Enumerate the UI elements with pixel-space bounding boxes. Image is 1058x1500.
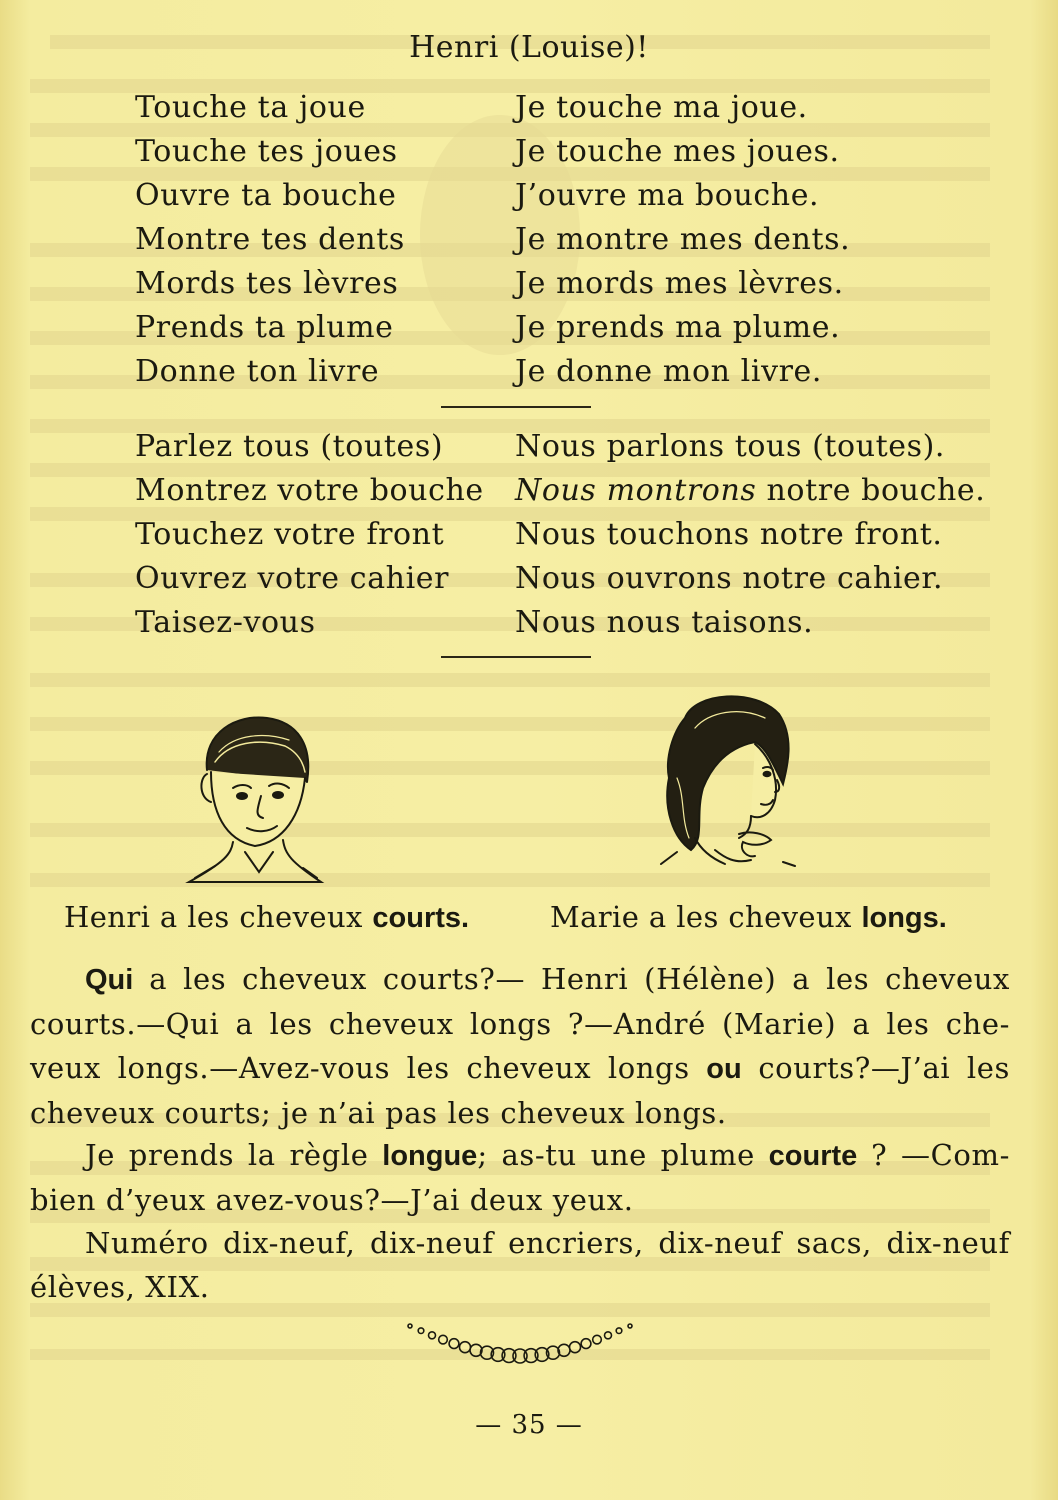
- command-text: Touchez votre front: [135, 517, 445, 552]
- answer-text: J’ouvre ma bouche.: [515, 178, 820, 213]
- answer-text: Je touche ma joue.: [515, 90, 808, 125]
- paragraph-line: courts.—Qui a les cheveux longs ?—André (Marie) a les che-: [30, 1007, 1010, 1041]
- ornament-bead: [628, 1324, 632, 1328]
- line-text: veux longs.—Avez-vous les cheveux longs: [30, 1051, 707, 1085]
- caption-marie: [550, 900, 947, 935]
- command-text: Donne ton livre: [135, 354, 380, 389]
- ornament-bead: [408, 1324, 412, 1328]
- command-text: Prends ta plume: [135, 310, 394, 345]
- command-text: Taisez-vous: [135, 605, 316, 640]
- drill-row: [135, 262, 1035, 306]
- caption-henri: [64, 900, 469, 935]
- command-text: Parlez tous (toutes): [135, 429, 444, 464]
- drill-row: [135, 469, 1035, 513]
- keyword-bold: courte: [768, 1140, 858, 1172]
- paragraph-line: Numéro dix-neuf, dix-neuf encriers, dix-neuf sacs, dix-neuf: [85, 1226, 1010, 1260]
- paragraph-line: élèves, XIX.: [30, 1270, 210, 1304]
- ornament-bead: [593, 1335, 602, 1344]
- drill-row: [135, 306, 1035, 350]
- command-text: Ouvrez votre cahier: [135, 561, 450, 596]
- command-text: Montre tes dents: [135, 222, 405, 257]
- answer-emphasis: Nous montrons: [515, 473, 757, 508]
- drill-row: [135, 601, 1035, 645]
- henri-portrait: [185, 712, 325, 890]
- answer-text: Nous ouvrons notre cahier.: [515, 561, 944, 596]
- line-text: ; as-tu une plume: [477, 1138, 769, 1172]
- answer-text: Nous nous taisons.: [515, 605, 814, 640]
- keyword-bold: ou: [706, 1053, 742, 1085]
- paragraph-length: [30, 1133, 1010, 1222]
- caption-marie-text: Marie a les cheveux: [550, 900, 862, 934]
- answer-rest: notre bouche.: [756, 473, 986, 508]
- paragraph-line: [30, 1046, 1010, 1091]
- command-text: Mords tes lèvres: [135, 266, 399, 301]
- command-text: Touche tes joues: [135, 134, 398, 169]
- paragraph-line: [85, 957, 1010, 1002]
- answer-text: Je mords mes lèvres.: [515, 266, 844, 301]
- ornament-bead: [605, 1332, 612, 1339]
- ornament-bead: [460, 1342, 471, 1353]
- command-text: Touche ta joue: [135, 90, 366, 125]
- answer-text: Je prends ma plume.: [515, 310, 841, 345]
- ornament-garland: [400, 1318, 640, 1368]
- paragraph-number: [30, 1221, 1010, 1309]
- drill-row: [135, 174, 1035, 218]
- caption-henri-bold: courts.: [372, 902, 470, 934]
- drill-row: [135, 350, 1035, 394]
- line-text: ? —Com-: [857, 1138, 1010, 1172]
- paragraph-hair: [30, 957, 1010, 1135]
- drill-row: [135, 130, 1035, 174]
- line-text: a les cheveux courts?— Henri (Hélène) a les cheveux: [133, 962, 1010, 996]
- answer-text: Je touche mes joues.: [515, 134, 840, 169]
- ornament-circles: [408, 1324, 632, 1363]
- line-text: courts?—J’ai les: [741, 1051, 1010, 1085]
- answer-text: Je montre mes dents.: [515, 222, 851, 257]
- caption-henri-text: Henri a les cheveux: [64, 900, 373, 934]
- page-number: — 35 —: [475, 1410, 583, 1440]
- drill-row: [135, 425, 1035, 469]
- answer-text: Nous touchons notre front.: [515, 517, 943, 552]
- paragraph-line: bien d’yeux avez-vous?—J’ai deux yeux.: [30, 1183, 634, 1217]
- drill-row: [135, 86, 1035, 130]
- command-text: Montrez votre bouche: [135, 473, 484, 508]
- keyword-bold: Qui: [85, 964, 134, 996]
- ornament-bead: [570, 1342, 581, 1353]
- ornament-bead: [581, 1339, 591, 1349]
- ornament-bead: [449, 1339, 459, 1349]
- answer-text: Je donne mon livre.: [515, 354, 823, 389]
- caption-marie-bold: longs.: [861, 902, 947, 934]
- keyword-bold: longue: [382, 1140, 478, 1172]
- section-divider: [441, 406, 591, 408]
- paragraph-line: [85, 1133, 1010, 1178]
- paragraph-line: cheveux courts; je n’ai pas les cheveux longs.: [30, 1096, 727, 1130]
- section-divider: [441, 656, 591, 658]
- drill-row: [135, 218, 1035, 262]
- drill-plural: [135, 425, 1035, 645]
- drill-row: [135, 557, 1035, 601]
- line-text: Je prends la règle: [85, 1138, 383, 1172]
- ornament-bead: [429, 1332, 436, 1339]
- drill-row: [135, 513, 1035, 557]
- ornament-bead: [616, 1328, 622, 1334]
- marie-portrait: [655, 688, 805, 870]
- answer-text: Nous parlons tous (toutes).: [515, 429, 946, 464]
- answer-text: [515, 469, 985, 513]
- command-text: Ouvre ta bouche: [135, 178, 397, 213]
- lesson-title: Henri (Louise)!: [409, 30, 649, 65]
- drill-singular: [135, 86, 1035, 394]
- ornament-bead: [418, 1328, 424, 1334]
- ornament-bead: [439, 1335, 448, 1344]
